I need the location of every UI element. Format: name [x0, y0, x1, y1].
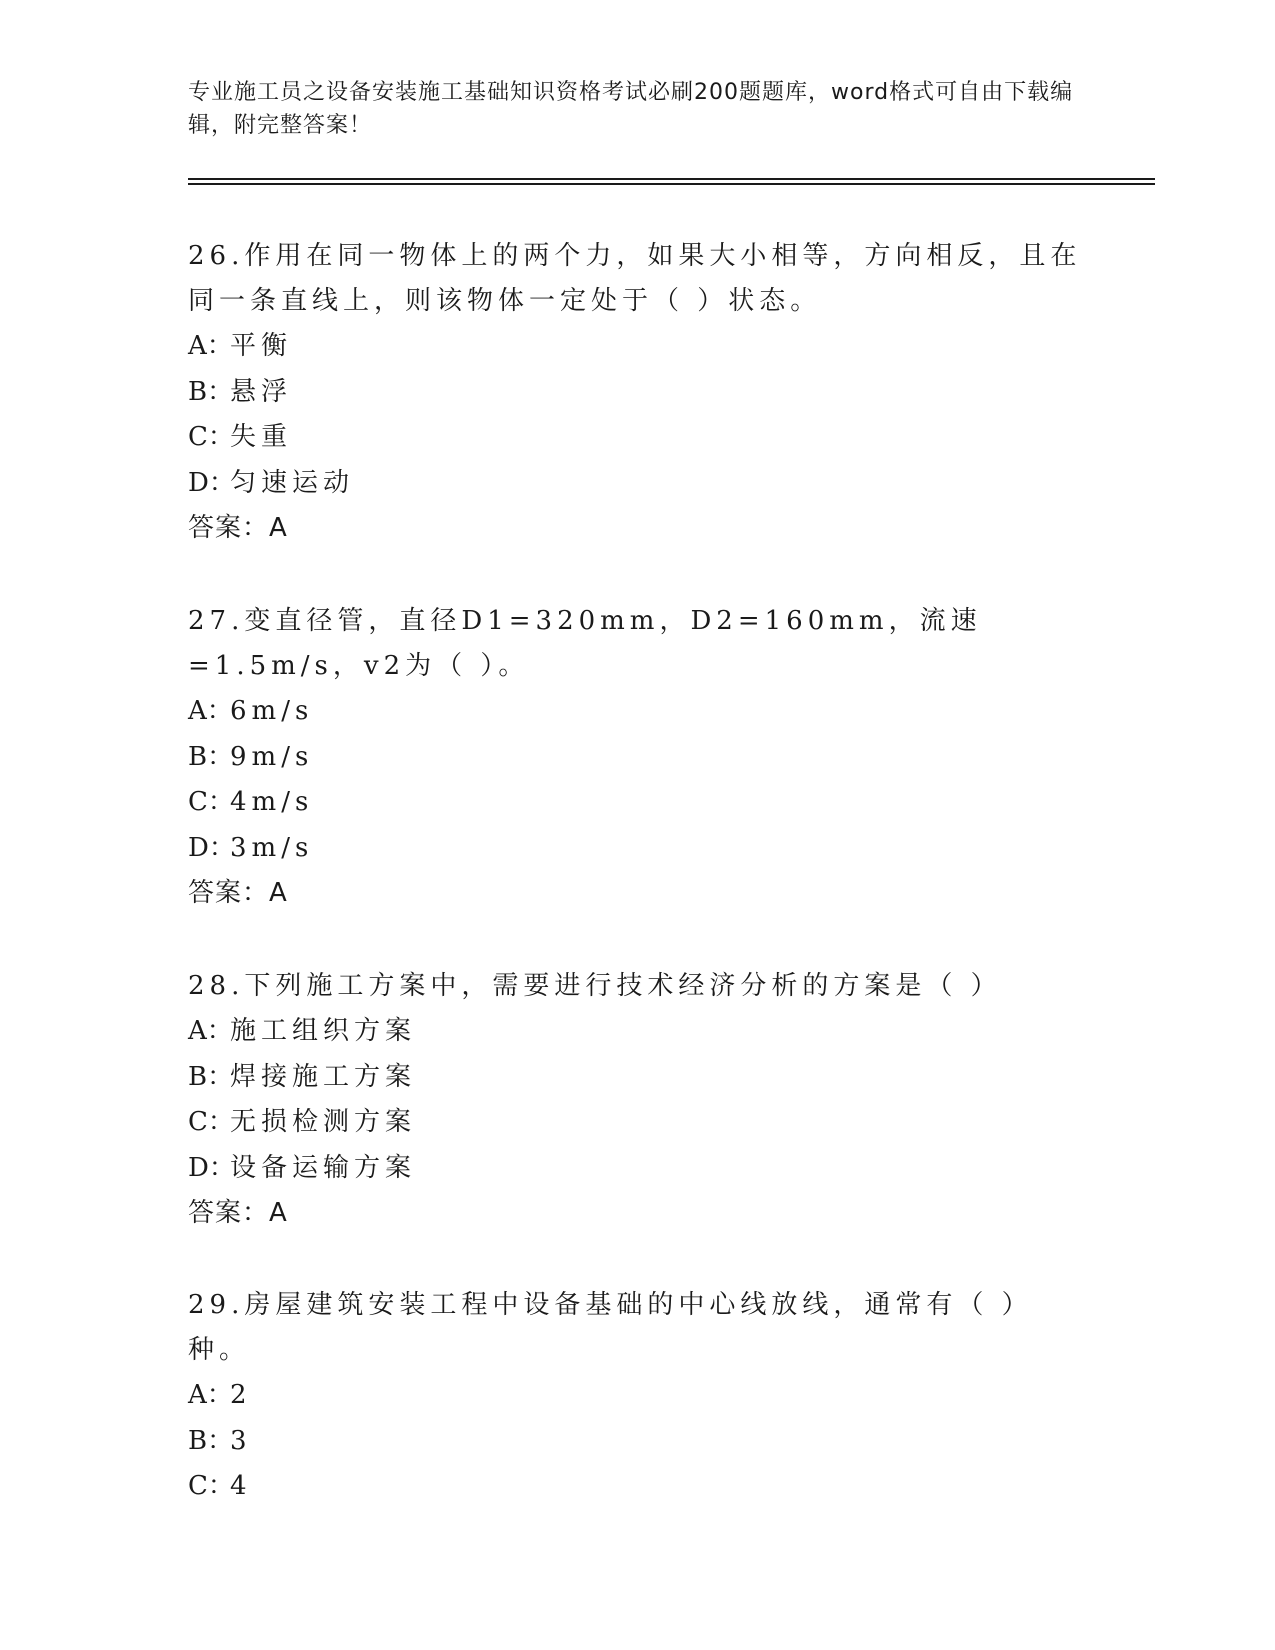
option-a [188, 689, 1088, 735]
question-stem: 27.变直径管，直径D1=320mm，D2=160mm，流速=1.5m/s，v2为（ ）。 [188, 606, 982, 681]
option-text: 无损检测方案 [230, 1107, 417, 1137]
option-letter: A： [188, 1380, 233, 1410]
option-text: 悬浮 [230, 376, 293, 407]
option-a [188, 324, 1088, 370]
option-c [188, 1100, 1088, 1146]
question-28 [188, 964, 1088, 1236]
option-letter: A： [188, 696, 233, 726]
option-b [188, 1419, 1088, 1465]
option-text: 2 [230, 1380, 252, 1410]
option-text: 6m/s [230, 696, 314, 726]
option-d [188, 826, 1088, 872]
option-letter: B： [188, 1061, 234, 1092]
answer: 答案：A [188, 513, 288, 543]
question-stem: 29.房屋建筑安装工程中设备基础的中心线放线，通常有（ ）种。 [188, 1290, 1033, 1365]
answer: 答案：A [188, 878, 288, 908]
question-stem: 26.作用在同一物体上的两个力，如果大小相等，方向相反，且在同一条直线上，则该物体一定处于（ ）状态。 [188, 241, 1082, 316]
option-b [188, 370, 1088, 416]
option-c [188, 415, 1088, 461]
option-text: 平衡 [230, 331, 293, 361]
header-divider-top [188, 178, 1155, 180]
question-29 [188, 1283, 1088, 1510]
question-26 [188, 234, 1088, 551]
option-text: 4 [230, 1471, 252, 1501]
question-stem: 28.下列施工方案中，需要进行技术经济分析的方案是（ ） [188, 971, 1002, 1001]
option-letter: A： [188, 1016, 233, 1046]
option-letter: A： [188, 331, 233, 361]
option-letter: C： [188, 787, 234, 817]
option-text: 3m/s [230, 832, 314, 863]
option-letter: C： [188, 1471, 234, 1501]
option-text: 设备运输方案 [230, 1152, 417, 1183]
option-c [188, 780, 1088, 826]
option-letter: B： [188, 741, 234, 772]
header-divider-bottom [188, 183, 1155, 185]
option-text: 失重 [230, 422, 293, 452]
option-letter: D： [188, 1152, 235, 1183]
option-c [188, 1464, 1088, 1510]
option-letter: C： [188, 1107, 234, 1137]
document-header: 专业施工员之设备安装施工基础知识资格考试必刷200题题库，word格式可自由下载编辑，附完整答案！ [188, 80, 1074, 138]
option-d [188, 1146, 1088, 1192]
option-letter: B： [188, 1425, 234, 1456]
option-d [188, 461, 1088, 507]
option-letter: C： [188, 422, 234, 452]
option-text: 3 [230, 1425, 252, 1456]
option-b [188, 1055, 1088, 1101]
answer: 答案：A [188, 1198, 288, 1228]
option-b [188, 735, 1088, 781]
option-text: 匀速运动 [230, 467, 355, 498]
option-letter: B： [188, 376, 234, 407]
option-text: 9m/s [230, 741, 314, 772]
option-text: 焊接施工方案 [230, 1061, 417, 1092]
option-letter: D： [188, 467, 235, 498]
option-a [188, 1373, 1088, 1419]
question-27 [188, 599, 1088, 916]
option-text: 施工组织方案 [230, 1016, 417, 1046]
option-letter: D： [188, 832, 235, 863]
option-text: 4m/s [230, 787, 314, 817]
option-a [188, 1009, 1088, 1055]
